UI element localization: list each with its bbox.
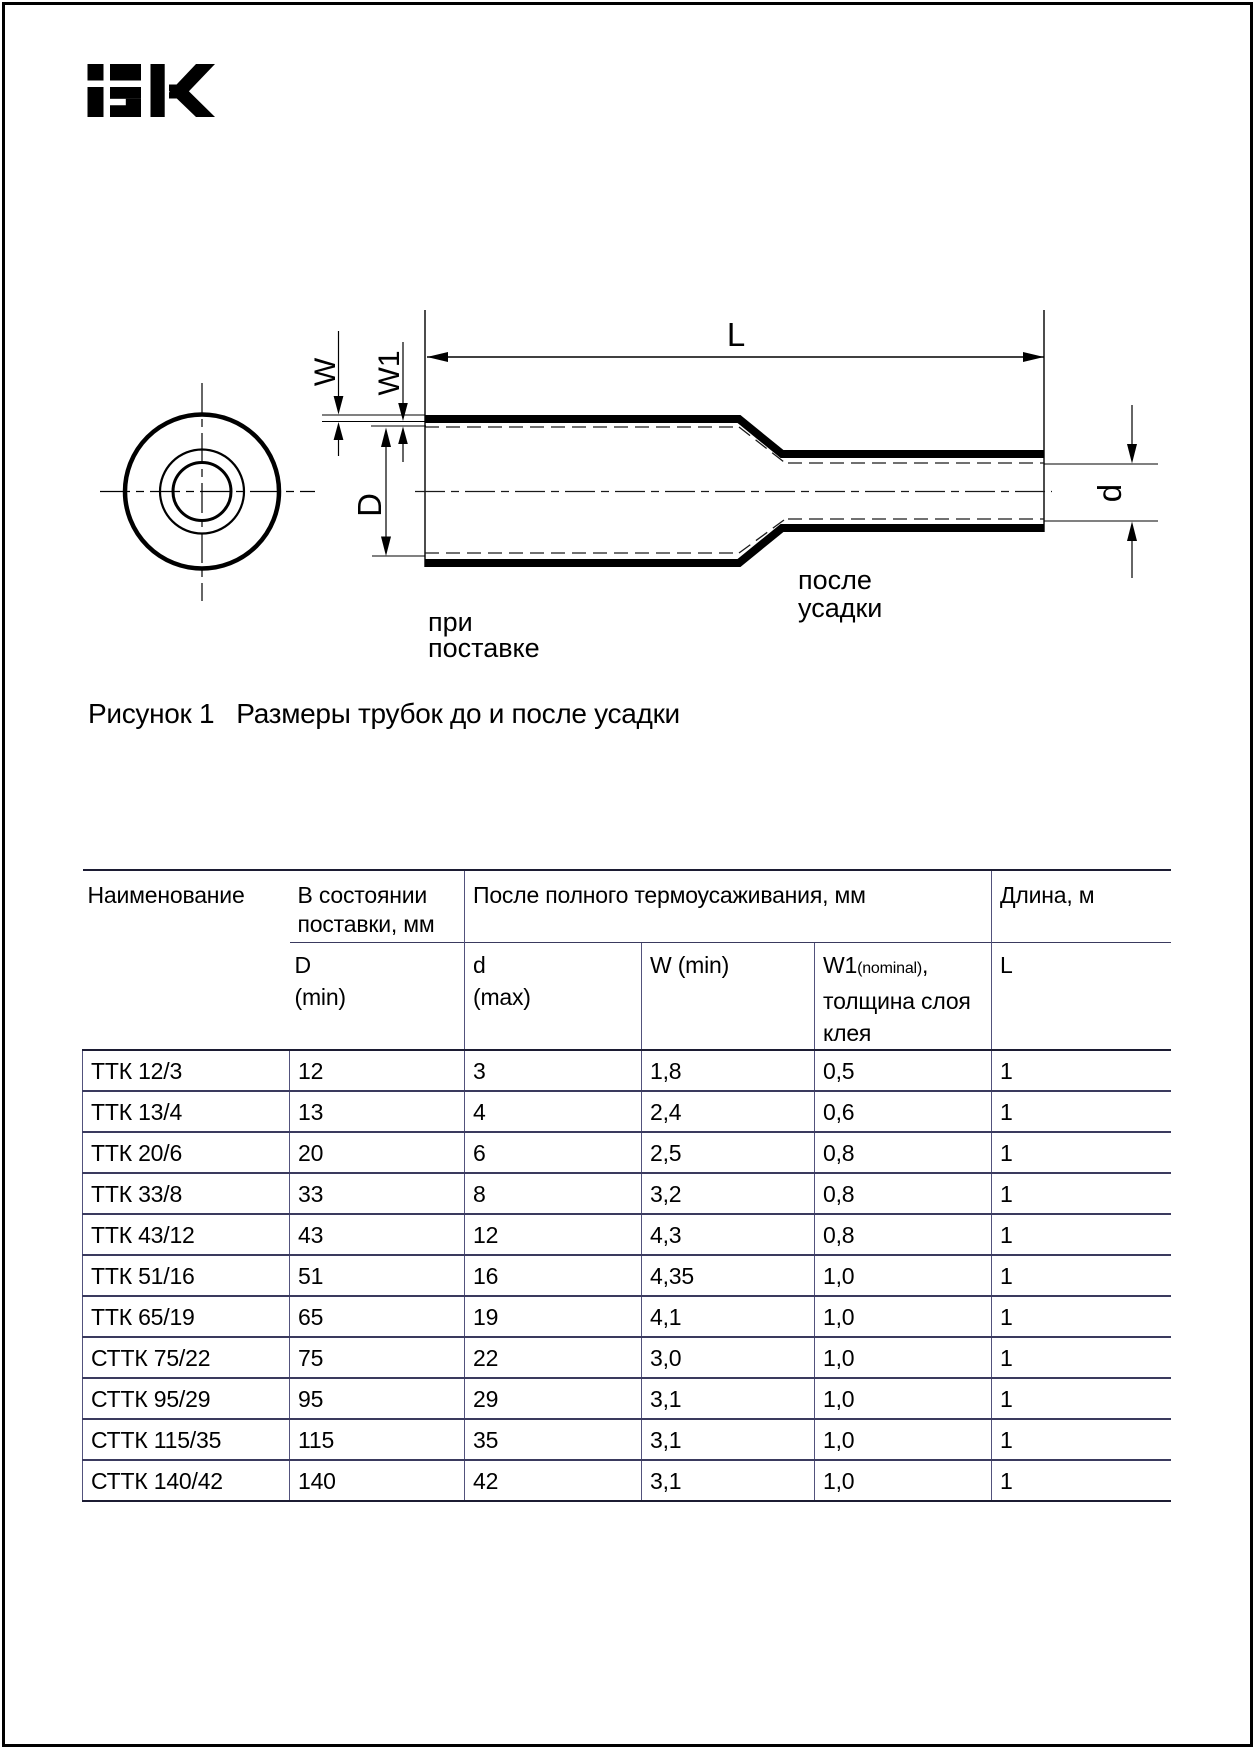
cell-D: 140 (290, 1460, 465, 1501)
cell-W: 2,5 (642, 1132, 815, 1173)
cell-name: ТТК 33/8 (83, 1173, 290, 1214)
arrowhead-down (1127, 444, 1137, 464)
table-row (83, 1337, 1171, 1378)
tube-top-wall (425, 419, 1044, 454)
cell-name: СТТК 95/29 (83, 1378, 290, 1419)
cell-W1: 0,8 (815, 1132, 992, 1173)
cell-L: 1 (992, 1132, 1171, 1173)
cell-d: 16 (465, 1255, 642, 1296)
cell-d: 6 (465, 1132, 642, 1173)
logo-e-bottom-bar (110, 99, 141, 117)
cell-L: 1 (992, 1255, 1171, 1296)
cell-W: 4,35 (642, 1255, 815, 1296)
dim-label-L: L (726, 316, 746, 353)
cell-L: 1 (992, 1419, 1171, 1460)
arrowhead-right (1023, 352, 1044, 362)
cell-name: СТТК 75/22 (83, 1337, 290, 1378)
cell-name: ТТК 65/19 (83, 1296, 290, 1337)
arrowhead-up (1127, 522, 1137, 542)
table-row (83, 1050, 1171, 1091)
logo-e-top-bar (110, 64, 141, 81)
table-row (83, 1132, 1171, 1173)
table-row (83, 1173, 1171, 1214)
cell-name: ТТК 43/12 (83, 1214, 290, 1255)
cell-D: 12 (290, 1050, 465, 1091)
cell-D: 13 (290, 1091, 465, 1132)
cell-W1: 0,6 (815, 1091, 992, 1132)
cell-L: 1 (992, 1091, 1171, 1132)
label-before-line1: при (428, 607, 473, 637)
cell-d: 42 (465, 1460, 642, 1501)
arrowhead-down (334, 396, 344, 415)
logo-e-middle-bar (110, 87, 141, 99)
cell-W: 3,0 (642, 1337, 815, 1378)
logo-i-stem (88, 87, 104, 117)
cell-W1: 1,0 (815, 1419, 992, 1460)
spec-table (82, 869, 1171, 1502)
col-header-after-shrink: После полного термоусаживания, мм (465, 870, 992, 942)
state-labels (428, 565, 882, 663)
cell-name: ТТК 13/4 (83, 1091, 290, 1132)
cell-W: 4,3 (642, 1214, 815, 1255)
figure-diagram (0, 250, 1256, 680)
cell-d: 35 (465, 1419, 642, 1460)
arrowhead-up (381, 428, 391, 448)
figure-caption-number: Рисунок 1 (88, 698, 215, 729)
table-row (83, 1460, 1171, 1501)
hidden-inner-wall-lines (425, 427, 1044, 553)
logo-k-stem (151, 64, 165, 117)
subcol-header-W1-glue: W1(nominal), толщина слоя клея (815, 942, 992, 1050)
cell-D: 33 (290, 1173, 465, 1214)
arrowhead-down (398, 403, 408, 421)
cell-D: 43 (290, 1214, 465, 1255)
arrowhead-up (398, 427, 408, 445)
arrowhead-down (381, 537, 391, 557)
subcol-header-L: L (992, 942, 1171, 1050)
cell-name: СТТК 140/42 (83, 1460, 290, 1501)
dim-label-D: D (351, 493, 388, 517)
cell-d: 3 (465, 1050, 642, 1091)
cell-W1: 1,0 (815, 1460, 992, 1501)
cell-D: 115 (290, 1419, 465, 1460)
table-row (83, 1255, 1171, 1296)
cell-W1: 1,0 (815, 1255, 992, 1296)
col-header-name: Наименование (83, 870, 290, 1050)
logo-k-lower-arm (169, 85, 215, 118)
subcol-header-W-min: W (min) (642, 942, 815, 1050)
cell-W1: 0,5 (815, 1050, 992, 1091)
table-row (83, 1091, 1171, 1132)
figure-caption (88, 698, 680, 730)
dimension-D (351, 428, 425, 557)
cell-D: 75 (290, 1337, 465, 1378)
tube-bottom-wall (425, 528, 1044, 563)
cell-d: 22 (465, 1337, 642, 1378)
cell-W: 4,1 (642, 1296, 815, 1337)
cell-L: 1 (992, 1050, 1171, 1091)
cell-W: 3,1 (642, 1419, 815, 1460)
dim-label-W1: W1 (373, 350, 406, 396)
cell-W: 3,2 (642, 1173, 815, 1214)
cell-d: 19 (465, 1296, 642, 1337)
cell-d: 29 (465, 1378, 642, 1419)
cell-W: 3,1 (642, 1460, 815, 1501)
col-header-length: Длина, м (992, 870, 1171, 942)
arrowhead-up (334, 422, 344, 440)
cell-d: 8 (465, 1173, 642, 1214)
cell-W: 1,8 (642, 1050, 815, 1091)
cell-W1: 1,0 (815, 1296, 992, 1337)
label-after-line1: после (798, 565, 872, 595)
cell-name: ТТК 51/16 (83, 1255, 290, 1296)
iek-logo (86, 62, 218, 120)
dimension-W (309, 331, 425, 456)
cell-W1: 1,0 (815, 1337, 992, 1378)
cell-name: ТТК 12/3 (83, 1050, 290, 1091)
cell-name: ТТК 20/6 (83, 1132, 290, 1173)
label-before-line2: поставке (428, 633, 540, 663)
col-header-delivery: В состоянии поставки, мм (290, 870, 465, 942)
table-row (83, 1378, 1171, 1419)
cell-d: 4 (465, 1091, 642, 1132)
cell-W1: 1,0 (815, 1378, 992, 1419)
cell-D: 51 (290, 1255, 465, 1296)
table-row (83, 1214, 1171, 1255)
cell-L: 1 (992, 1296, 1171, 1337)
logo-i-dot (88, 64, 104, 81)
cell-L: 1 (992, 1214, 1171, 1255)
cell-D: 95 (290, 1378, 465, 1419)
figure-caption-text: Размеры трубок до и после усадки (236, 698, 680, 729)
cell-W1: 0,8 (815, 1173, 992, 1214)
arrowhead-left (427, 352, 448, 362)
dim-label-W: W (309, 357, 342, 387)
front-view (100, 383, 315, 601)
cell-W: 2,4 (642, 1091, 815, 1132)
iek-logo-glyphs (88, 64, 216, 117)
cell-L: 1 (992, 1337, 1171, 1378)
subcol-header-D-min: D (min) (290, 942, 465, 1050)
cell-L: 1 (992, 1460, 1171, 1501)
table-row (83, 1419, 1171, 1460)
dim-label-d: d (1091, 483, 1128, 503)
dimension-L (427, 316, 1044, 362)
cell-L: 1 (992, 1173, 1171, 1214)
cell-name: СТТК 115/35 (83, 1419, 290, 1460)
cell-W1: 0,8 (815, 1214, 992, 1255)
table-row (83, 1296, 1171, 1337)
cell-d: 12 (465, 1214, 642, 1255)
label-after-line2: усадки (798, 593, 883, 623)
cell-L: 1 (992, 1378, 1171, 1419)
subcol-header-d-max: d (max) (465, 942, 642, 1050)
cell-D: 20 (290, 1132, 465, 1173)
dimension-d (1044, 405, 1158, 578)
dimension-W1 (371, 342, 426, 462)
cell-D: 65 (290, 1296, 465, 1337)
cell-W: 3,1 (642, 1378, 815, 1419)
